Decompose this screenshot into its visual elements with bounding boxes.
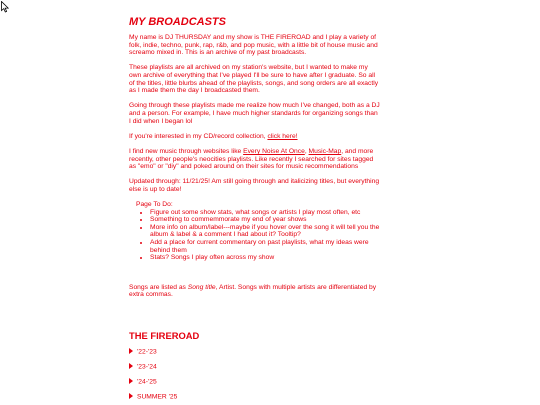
season-label: '23-'24 xyxy=(137,363,157,371)
songs-format-note xyxy=(129,284,381,299)
todo-heading: Page To Do: xyxy=(136,201,173,209)
todo-list xyxy=(136,209,381,262)
discover-paragraph xyxy=(129,148,381,171)
season-toggle-summer-25[interactable] xyxy=(129,393,177,402)
discover-suffix-text: , and more recently, other people's neocities playlists. Like recently I searched for sites tagged as "emo" or "diy" and poked around on their sites for music recommendations xyxy=(129,147,374,171)
todo-item: • Stats? Songs I play often across my show xyxy=(150,254,381,262)
expand-triangle-icon xyxy=(129,393,133,399)
songs-prefix-text: Songs are listed as xyxy=(129,283,188,291)
discover-separator: , xyxy=(304,147,309,155)
collection-link[interactable]: click here! xyxy=(267,132,298,140)
intro-paragraph: My name is DJ THURSDAY and my show is THE FIREROAD and I play a variety of folk, indie, techno, punk, rap, r&b, and pop music, with a little bit of house music and screamo mixed in. This is an archive of my past broadcasts. xyxy=(129,34,378,57)
expand-triangle-icon xyxy=(129,378,133,384)
broadcasts-section xyxy=(129,16,381,299)
collection-paragraph xyxy=(129,133,381,141)
season-toggle-24-25[interactable] xyxy=(129,378,157,387)
updated-paragraph: Updated through: 11/21/25! Am still going through and italicizing titles, but everything else is up to date! xyxy=(129,178,380,193)
expand-triangle-icon xyxy=(129,348,133,354)
todo-item: • Add a place for current commentary on past playlists, what my ideas were behind them xyxy=(150,239,381,254)
expand-triangle-icon xyxy=(129,363,133,369)
season-toggle-23-24[interactable] xyxy=(129,363,157,372)
season-label: SUMMER '25 xyxy=(137,393,178,401)
growth-note-paragraph: Going through these playlists made me realize how much I've changed, both as a DJ and a person. For example, I have much higher standards for organizing songs than I did when I began lol xyxy=(129,102,380,125)
season-toggle-22-23[interactable] xyxy=(129,348,157,357)
todo-item: • Something to commemmorate my end of year shows xyxy=(150,216,381,224)
todo-item: • More info on album/label---maybe if you hover over the song it will tell you the album & label & a comment I had about it? Tooltip? xyxy=(150,224,381,239)
page-title: MY BROADCASTS xyxy=(129,16,226,28)
music-map-link[interactable]: Music-Map xyxy=(308,147,342,155)
collection-text: If you're interested in my CD/record collection, xyxy=(129,132,268,140)
discover-prefix-text: I find new music through websites like xyxy=(129,147,244,155)
season-label: '22-'23 xyxy=(137,348,157,356)
mouse-cursor-icon xyxy=(1,1,9,13)
songs-suffix-text: , Artist. Songs with multiple artists are differentiated by extra commas. xyxy=(129,283,377,299)
todo-section xyxy=(129,201,381,262)
fireroad-heading: THE FIREROAD xyxy=(129,330,200,341)
every-noise-link[interactable]: Every Noise At Once xyxy=(243,147,305,155)
todo-item: • Figure out some show stats, what songs or artists I play most often, etc xyxy=(150,209,381,217)
songs-italic-text: Song title xyxy=(187,283,216,291)
season-label: '24-'25 xyxy=(137,378,157,386)
archive-note-paragraph: These playlists are all archived on my station's website, but I wanted to make my own archive of everything that I've played I'll be sure to have after I graduate. So all of the titles, little blurbs ahead of the playlists, songs, and song orders are all exactly as I made them the day I broadcasted them. xyxy=(129,64,379,95)
